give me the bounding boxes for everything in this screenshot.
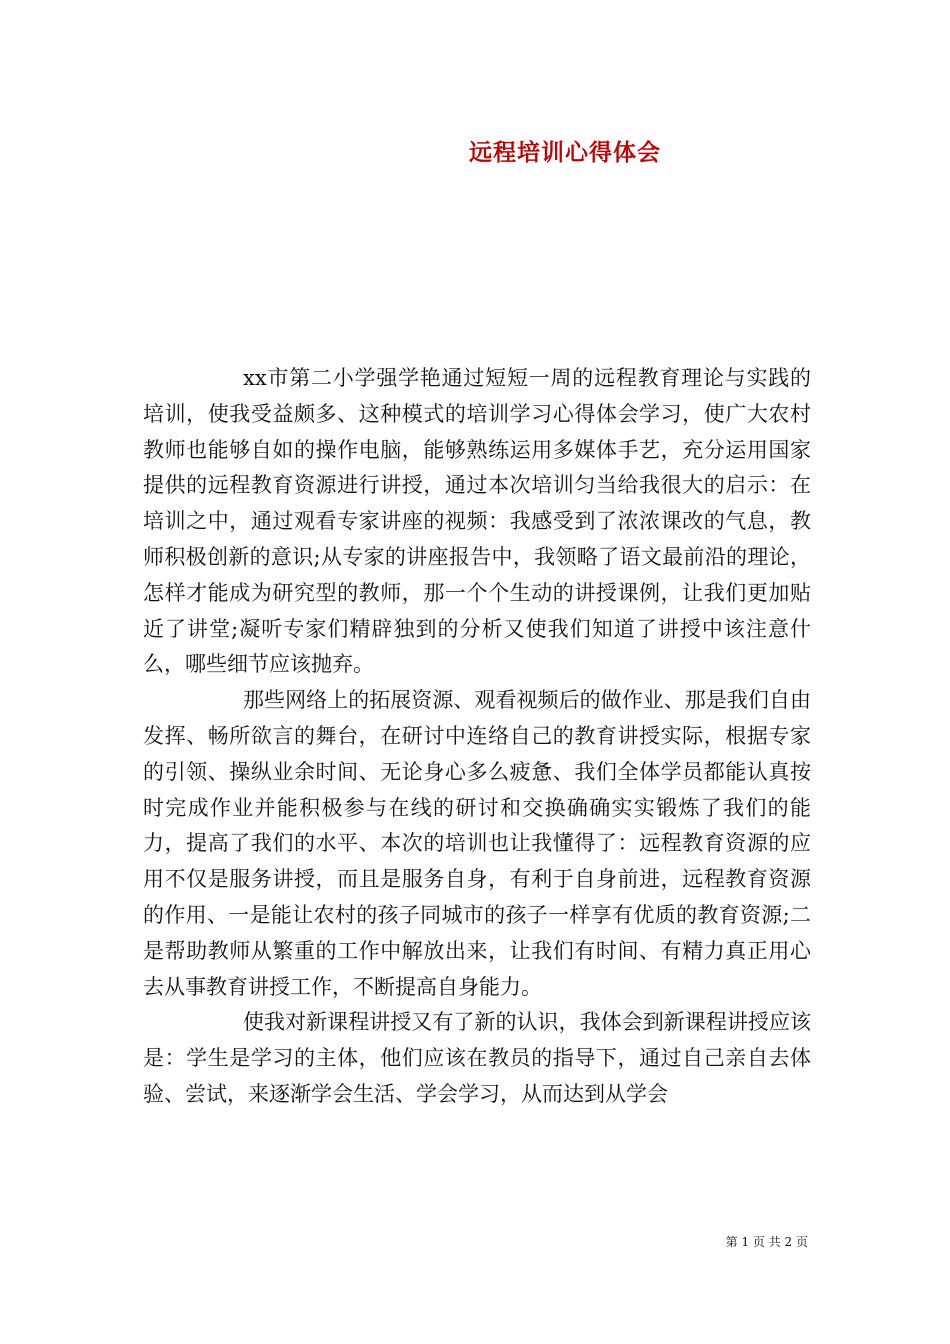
page-number-footer: 第 1 页 共 2 页 — [725, 1235, 808, 1249]
paragraph-2: 那些网络上的拓展资源、观看视频后的做作业、那是我们自由发挥、畅所欲言的舞台，在研讨中连络自己的教育讲授实际，根据专家的引领、操纵业余时间、无论身心多么疲惫、我们全体学员都能认真按时完成作业并能积极参与在线的研讨和交换确确实实锻炼了我们的能力，提高了我们的水平、本次的培训也让我懂得了：远程教育资源的应用不仅是服务讲授，而且是服务自身，有利于自身前进，远程教育资源的作用、一是能让农村的孩子同城市的孩子一样享有优质的教育资源;二是帮助教师从繁重的工作中解放出来，让我们有时间、有精力真正用心去从事教育讲授工作，不断提高自身能力。 — [143, 688, 811, 999]
paragraph-3: 使我对新课程讲授又有了新的认识，我体会到新课程讲授应该是：学生是学习的主体，他们应该在教员的指导下，通过自己亲自去体验、尝试，来逐渐学会生活、学会学习，从而达到从学会 — [143, 1010, 811, 1106]
paragraph-1: xx市第二小学强学艳通过短短一周的远程教育理论与实践的培训，使我受益颇多、这种模式的培训学习心得体会学习，使广大农村教师也能够自如的操作电脑，能够熟练运用多媒体手艺，充分运用国家提供的远程教育资源进行讲授，通过本次培训匀当给我很大的启示：在培训之中，通过观看专家讲座的视频：我感受到了浓浓课改的气息，教师积极创新的意识;从专家的讲座报告中，我领略了语文最前沿的理论，怎样才能成为研究型的教师，那一个个生动的讲授课例，让我们更加贴近了讲堂;凝听专家们精辟独到的分析又使我们知道了讲授中该注意什么，哪些细节应该抛弃。 — [143, 366, 811, 677]
document-body — [143, 361, 811, 1113]
document-title: 远程培训心得体会 — [469, 140, 661, 166]
